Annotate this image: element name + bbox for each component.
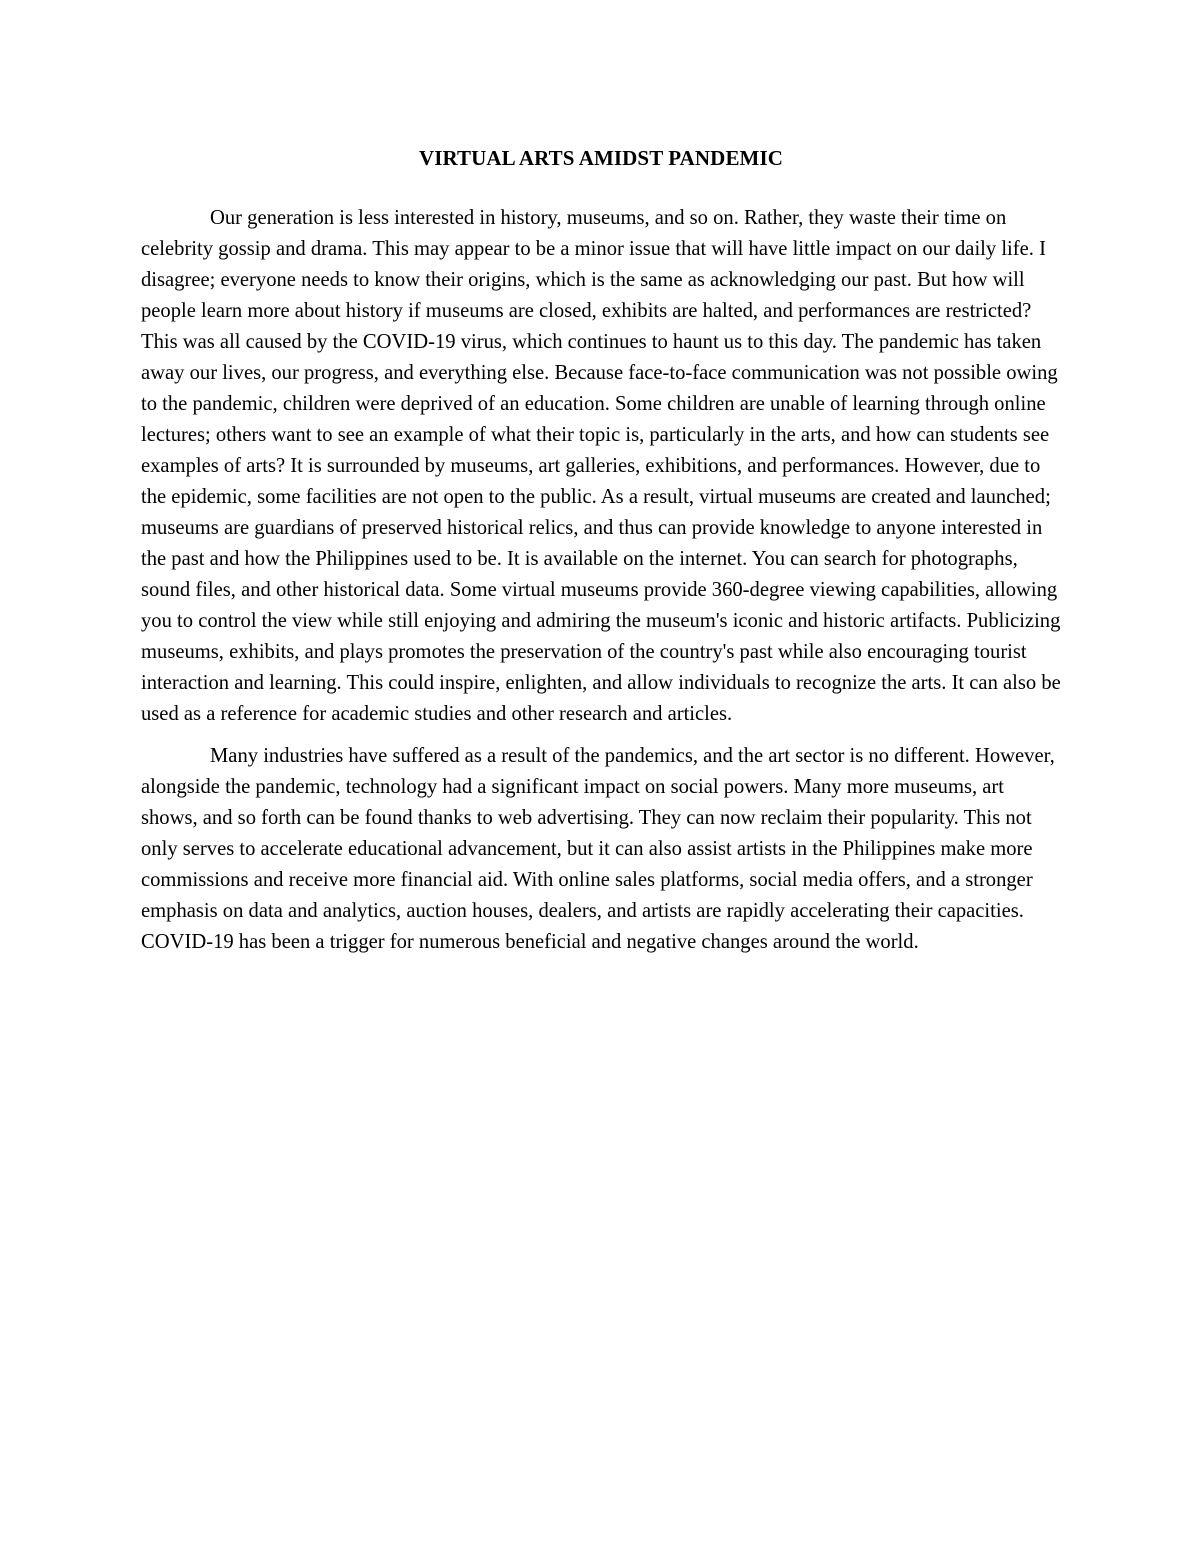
paragraph-1: Our generation is less interested in history, museums, and so on. Rather, they waste their time on celebrity gossip and drama. This may appear to be a minor issue that will have little impact on our daily life. I disagree; everyone needs to know their origins, which is the same as acknowledging our past. But how will people learn more about history if museums are closed, exhibits are halted, and performances are restricted? This was all caused by the COVID-19 virus, which continues to haunt us to this day. The pandemic has taken away our lives, our progress, and everything else. Because face-to-face communication was not possible owing to the pandemic, children were deprived of an education. Some children are unable of learning through online lectures; others want to see an example of what their topic is, particularly in the arts, and how can students see examples of arts? It is surrounded by museums, art galleries, exhibitions, and performances. However, due to the epidemic, some facilities are not open to the public. As a result, virtual museums are created and launched; museums are guardians of preserved historical relics, and thus can provide knowledge to anyone interested in the past and how the Philippines used to be. It is available on the internet. You can search for photographs, sound files, and other historical data. Some virtual museums provide 360-degree viewing capabilities, allowing you to control the view while still enjoying and admiring the museum's iconic and historic artifacts. Publicizing museums, exhibits, and plays promotes the preservation of the country's past while also encouraging tourist interaction and learning. This could inspire, enlighten, and allow individuals to recognize the arts. It can also be used as a reference for academic studies and other research and articles. [141,207,1061,725]
paragraph-2: Many industries have suffered as a result of the pandemics, and the art sector is no different. However, alongside the pandemic, technology had a significant impact on social powers. Many more museums, art shows, and so forth can be found thanks to web advertising. They can now reclaim their popularity. This not only serves to accelerate educational advancement, but it can also assist artists in the Philippines make more commissions and receive more financial aid. With online sales platforms, social media offers, and a stronger emphasis on data and analytics, auction houses, dealers, and artists are rapidly accelerating their capacities. COVID-19 has been a trigger for numerous beneficial and negative changes around the world. [141,745,1055,953]
document-body [141,140,1061,969]
document-title: VIRTUAL ARTS AMIDST PANDEMIC [418,146,784,170]
